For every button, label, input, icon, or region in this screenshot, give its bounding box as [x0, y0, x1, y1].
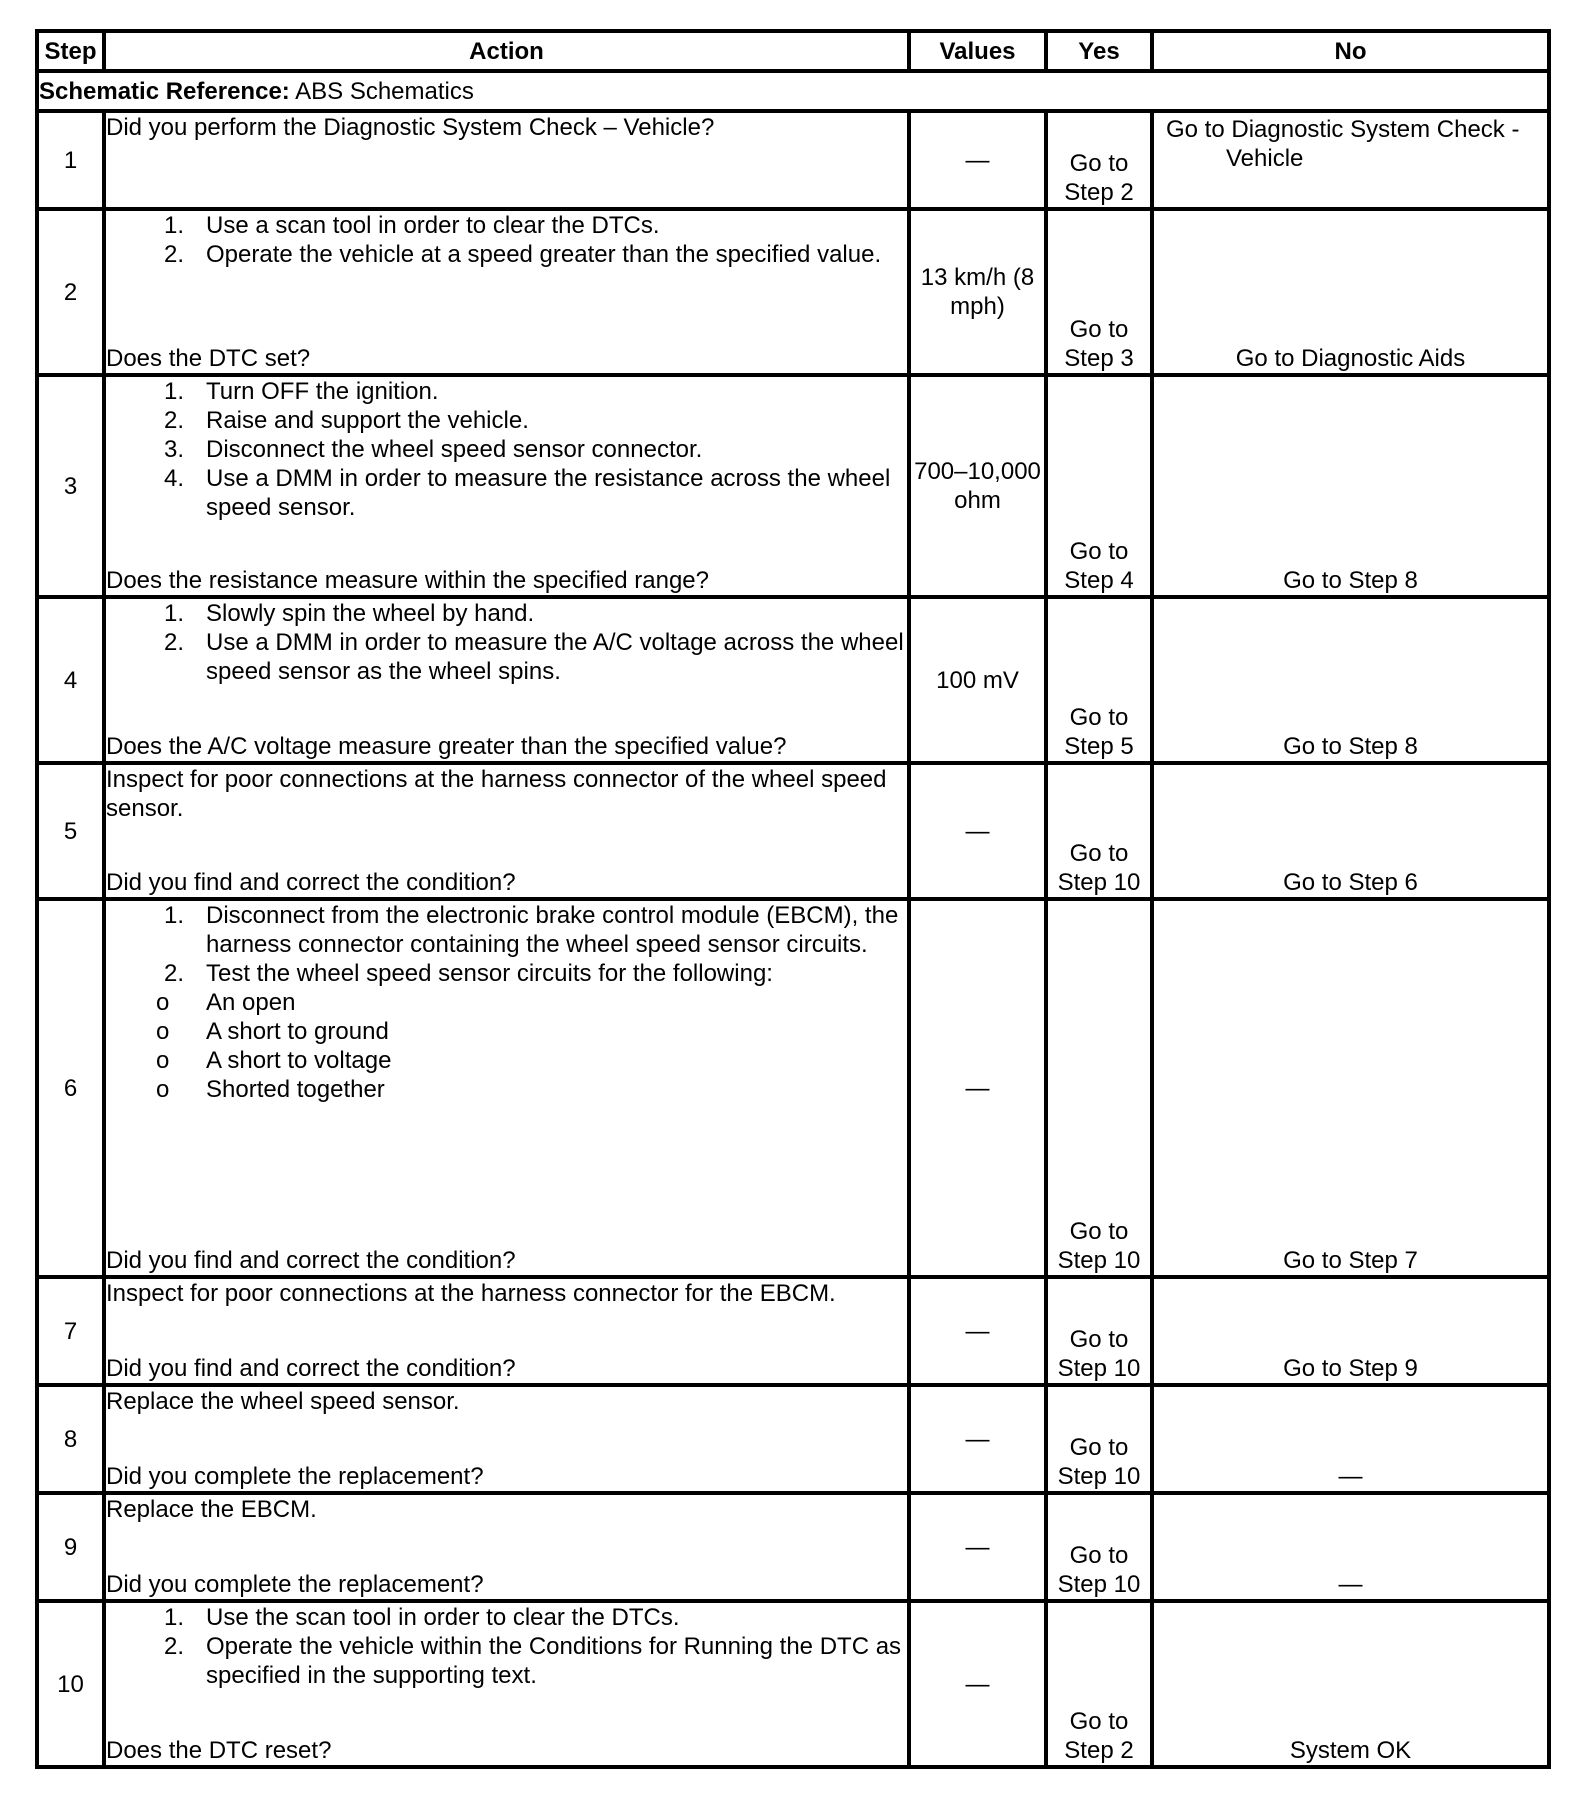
no-cell	[1152, 597, 1549, 763]
action-step-number: 2.	[163, 407, 184, 434]
action-step-number: 1.	[163, 1604, 184, 1631]
action-step-text: Use a DMM in order to measure the resistance across the wheel speed sensor.	[206, 465, 891, 521]
step-number: 3	[37, 375, 104, 597]
yes-target: Go to	[1069, 1218, 1129, 1245]
no-target: Go to Step 9	[1283, 1355, 1418, 1382]
no-target: System OK	[1289, 1737, 1412, 1764]
value-cell: 13 km/h (8 mph)	[909, 209, 1046, 375]
action-spacer	[106, 269, 907, 344]
action-sub-item: o An open	[206, 988, 907, 1017]
action-step-text: Operate the vehicle at a speed greater than the specified value.	[206, 241, 882, 268]
action-step-list	[106, 901, 907, 1104]
yes-target: Step 4	[1064, 567, 1134, 594]
schematic-reference-label: Schematic Reference:	[39, 77, 290, 105]
yes-target: Step 10	[1057, 1355, 1141, 1382]
action-step	[163, 377, 907, 406]
yes-target: Go to	[1069, 316, 1129, 343]
action-content	[106, 599, 907, 761]
yes-target: Step 10	[1057, 1463, 1141, 1490]
action-step-number: 2.	[163, 1633, 184, 1660]
header-yes: Yes	[1046, 31, 1152, 71]
yes-cell	[1046, 209, 1152, 375]
step-number: 9	[37, 1493, 104, 1601]
no-target: —	[1338, 1571, 1363, 1598]
no-cell	[1152, 763, 1549, 899]
action-step	[163, 628, 907, 686]
yes-target: Step 10	[1057, 1247, 1141, 1274]
action-step	[163, 1603, 907, 1632]
action-step	[163, 901, 907, 959]
action-content	[106, 1387, 907, 1491]
yes-cell	[1046, 899, 1152, 1277]
yes-target: Step 2	[1064, 1737, 1134, 1764]
action-instruction: Inspect for poor connections at the harness connector for the EBCM.	[106, 1280, 836, 1307]
action-step	[163, 406, 907, 435]
action-step-number: 4.	[163, 465, 184, 492]
yes-cell	[1046, 763, 1152, 899]
action-spacer	[106, 1104, 907, 1246]
action-step	[163, 959, 907, 1104]
action-step-text: Disconnect from the electronic brake control module (EBCM), the harness connector containing the wheel speed sensor circuits.	[206, 902, 899, 958]
yes-cell	[1046, 1493, 1152, 1601]
table-row	[37, 899, 1549, 1277]
no-cell	[1152, 375, 1549, 597]
action-cell	[104, 1277, 909, 1385]
action-step	[163, 211, 907, 240]
step-number: 10	[37, 1601, 104, 1767]
action-question: Does the DTC set?	[106, 345, 311, 372]
action-content	[106, 1279, 907, 1383]
action-step	[163, 1632, 907, 1690]
action-step	[163, 599, 907, 628]
no-cell	[1152, 1493, 1549, 1601]
diagnostic-table	[35, 29, 1551, 1769]
action-step-number: 1.	[163, 212, 184, 239]
no-target: Go to Step 6	[1283, 869, 1418, 896]
value-cell: —	[909, 1601, 1046, 1767]
action-sub-list	[106, 988, 907, 1104]
action-step-text: Slowly spin the wheel by hand.	[206, 600, 535, 627]
action-spacer	[106, 522, 907, 566]
action-spacer	[106, 1308, 907, 1354]
action-question: Did you find and correct the condition?	[106, 869, 516, 896]
action-cell	[104, 1385, 909, 1493]
action-step-list	[106, 1603, 907, 1690]
header-action: Action	[104, 31, 909, 71]
action-cell	[104, 1493, 909, 1601]
table-row	[37, 1385, 1549, 1493]
header-no: No	[1152, 31, 1549, 71]
yes-target: Go to	[1069, 150, 1129, 177]
action-step-list	[106, 211, 907, 269]
action-step-number: 2.	[163, 629, 184, 656]
action-content	[106, 113, 907, 207]
action-step-text: Use a DMM in order to measure the A/C voltage across the wheel speed sensor as the wheel spins.	[206, 629, 904, 685]
no-target: —	[1338, 1463, 1363, 1490]
no-target: Vehicle	[1226, 145, 1304, 172]
action-step	[163, 435, 907, 464]
no-target: Go to Step 7	[1283, 1247, 1418, 1274]
table-row	[37, 111, 1549, 209]
step-number: 6	[37, 899, 104, 1277]
step-number: 5	[37, 763, 104, 899]
no-target: Go to Diagnostic Aids	[1235, 345, 1466, 372]
header-row	[37, 31, 1549, 71]
action-cell	[104, 1601, 909, 1767]
table-row	[37, 1277, 1549, 1385]
action-step-text: Test the wheel speed sensor circuits for the following:	[206, 960, 773, 987]
action-cell	[104, 209, 909, 375]
value-cell: —	[909, 1493, 1046, 1601]
action-step-number: 1.	[163, 902, 184, 929]
action-instruction: Did you perform the Diagnostic System Check – Vehicle?	[106, 114, 715, 141]
schematic-reference-row	[37, 71, 1549, 111]
value-cell: —	[909, 111, 1046, 209]
action-cell	[104, 111, 909, 209]
no-cell	[1152, 1601, 1549, 1767]
yes-target: Step 10	[1057, 1571, 1141, 1598]
action-cell	[104, 763, 909, 899]
action-step	[163, 240, 907, 269]
yes-cell	[1046, 111, 1152, 209]
step-number: 4	[37, 597, 104, 763]
yes-target: Go to	[1069, 1542, 1129, 1569]
value-cell: —	[909, 1385, 1046, 1493]
table-row	[37, 1493, 1549, 1601]
yes-target: Step 5	[1064, 733, 1134, 760]
value-cell: 700–10,000 ohm	[909, 375, 1046, 597]
yes-target: Step 3	[1064, 345, 1134, 372]
action-step	[163, 464, 907, 522]
no-cell	[1152, 899, 1549, 1277]
action-spacer	[106, 1690, 907, 1736]
action-content	[106, 901, 907, 1275]
yes-target: Go to	[1069, 840, 1129, 867]
action-question: Did you find and correct the condition?	[106, 1355, 516, 1382]
yes-cell	[1046, 1385, 1152, 1493]
action-sub-item: o A short to voltage	[206, 1046, 907, 1075]
action-spacer	[106, 1416, 907, 1462]
action-content	[106, 765, 907, 897]
action-sub-item: o Shorted together	[206, 1075, 907, 1104]
action-spacer	[106, 823, 907, 868]
action-cell	[104, 375, 909, 597]
action-content	[106, 211, 907, 373]
action-step-number: 3.	[163, 436, 184, 463]
schematic-reference	[37, 71, 1549, 111]
action-step-list	[106, 377, 907, 522]
action-cell	[104, 597, 909, 763]
action-step-number: 1.	[163, 600, 184, 627]
action-step-number: 2.	[163, 960, 184, 987]
action-question: Does the A/C voltage measure greater than the specified value?	[106, 733, 787, 760]
action-question: Did you complete the replacement?	[106, 1571, 484, 1598]
step-number: 8	[37, 1385, 104, 1493]
no-target: Go to Diagnostic System Check -	[1166, 116, 1520, 143]
yes-target: Go to	[1069, 704, 1129, 731]
action-step-list	[106, 599, 907, 686]
header-values: Values	[909, 31, 1046, 71]
action-question: Does the resistance measure within the specified range?	[106, 567, 709, 594]
no-target: Go to Step 8	[1283, 733, 1418, 760]
action-instruction: Replace the wheel speed sensor.	[106, 1388, 460, 1415]
action-step-number: 2.	[163, 241, 184, 268]
action-question: Does the DTC reset?	[106, 1737, 332, 1764]
action-cell	[104, 899, 909, 1277]
action-question: Did you complete the replacement?	[106, 1463, 484, 1490]
no-cell	[1152, 1385, 1549, 1493]
yes-cell	[1046, 1601, 1152, 1767]
action-content	[106, 1603, 907, 1765]
action-instruction: Inspect for poor connections at the harness connector of the wheel speed sensor.	[106, 766, 887, 822]
yes-target: Go to	[1069, 1708, 1129, 1735]
table-row	[37, 209, 1549, 375]
action-sub-item: o A short to ground	[206, 1017, 907, 1046]
step-number: 1	[37, 111, 104, 209]
action-step-text: Turn OFF the ignition.	[206, 378, 439, 405]
schematic-reference-value: ABS Schematics	[295, 77, 474, 105]
yes-target: Go to	[1069, 1326, 1129, 1353]
action-step-text: Use the scan tool in order to clear the DTCs.	[206, 1604, 680, 1631]
action-step-text: Use a scan tool in order to clear the DTCs.	[206, 212, 660, 239]
no-cell	[1152, 111, 1549, 209]
action-step-text: Operate the vehicle within the Conditions for Running the DTC as specified in the supporting text.	[206, 1633, 902, 1689]
yes-cell	[1046, 597, 1152, 763]
table-row	[37, 763, 1549, 899]
table-body	[37, 71, 1549, 1767]
table-row	[37, 375, 1549, 597]
action-question: Did you find and correct the condition?	[106, 1247, 516, 1274]
step-number: 2	[37, 209, 104, 375]
action-content	[106, 1495, 907, 1599]
table-row	[37, 597, 1549, 763]
yes-target: Step 2	[1064, 179, 1134, 206]
value-cell: —	[909, 1277, 1046, 1385]
yes-cell	[1046, 375, 1152, 597]
value-cell: 100 mV	[909, 597, 1046, 763]
action-step-text: Disconnect the wheel speed sensor connector.	[206, 436, 703, 463]
step-number: 7	[37, 1277, 104, 1385]
action-step-text: Raise and support the vehicle.	[206, 407, 529, 434]
value-cell: —	[909, 763, 1046, 899]
value-cell: —	[909, 899, 1046, 1277]
yes-cell	[1046, 1277, 1152, 1385]
action-spacer	[106, 1524, 907, 1570]
action-instruction: Replace the EBCM.	[106, 1496, 317, 1523]
no-cell	[1152, 209, 1549, 375]
no-target: Go to Step 8	[1283, 567, 1418, 594]
action-content	[106, 377, 907, 595]
header-step: Step	[37, 31, 104, 71]
action-spacer	[106, 142, 907, 207]
action-step-number: 1.	[163, 378, 184, 405]
action-spacer	[106, 686, 907, 732]
table-row	[37, 1601, 1549, 1767]
yes-target: Go to	[1069, 1434, 1129, 1461]
yes-target: Go to	[1069, 538, 1129, 565]
yes-target: Step 10	[1057, 869, 1141, 896]
no-cell	[1152, 1277, 1549, 1385]
